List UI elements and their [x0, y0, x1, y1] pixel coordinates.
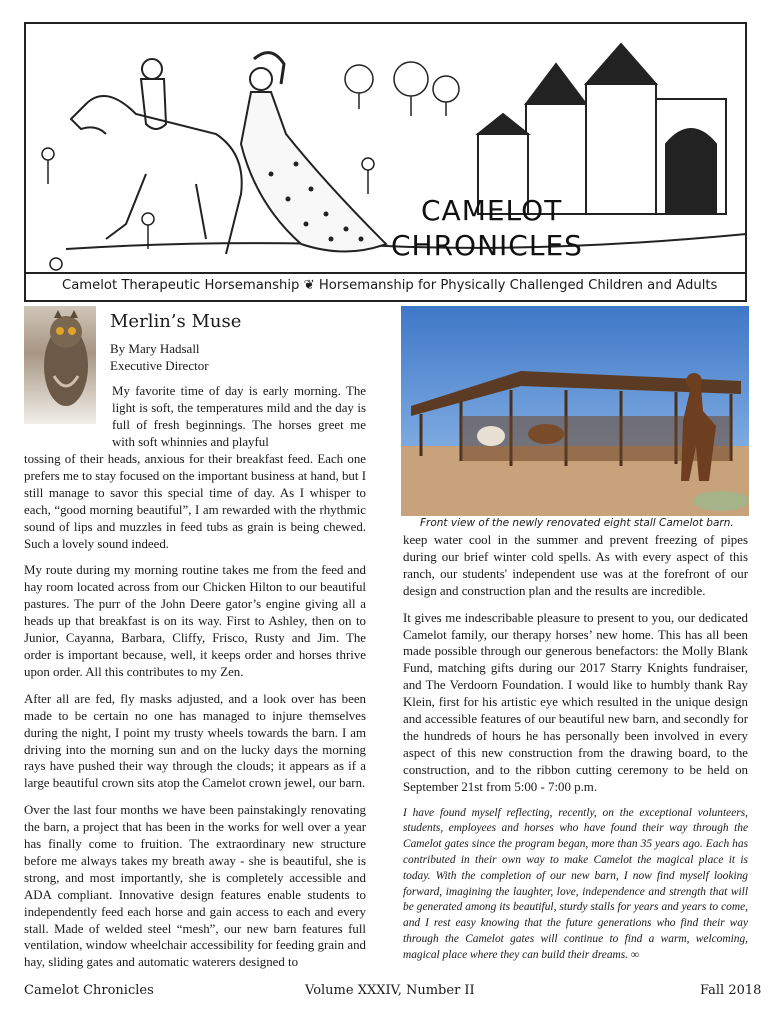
barn-photo — [401, 306, 749, 516]
masthead-title-line2: CHRONICLES — [391, 229, 583, 262]
col2-p2: It gives me indescribable pleasure to present to you, our dedicated Camelot family, our therapy horses’ new home. This has all been made possible through our generous benefactors: the Molly Blank Fund, matching gifts during our 2017 Starry Knights fundraiser, and The Verdoorn Foundation. I would like to humbly thank Ray Klein, first for his artistic eye which resulted in the unique design and accessible features of our beautiful new barn, and secondly for the hundreds of hours he has personally been involved in every aspect of this new construction from the drawing board, to the construction, and to the ribbon cutting ceremony to be held on September 21st from 5:00 - 7:00 p.m. — [403, 610, 748, 794]
column-1 — [24, 451, 366, 981]
author-role: Executive Director — [110, 358, 209, 373]
col1-p3: After all are fed, fly masks adjusted, and a look over has been made to be certain no one has managed to injure themselves during the night, I point my trusty wheels towards the barn. I am driving into the morning sun and on the lucky days the morning rays have pushed their way through the clouds; it appears as if a large beautiful crown sits atop the Camelot crown jewel, our barn. — [24, 691, 366, 791]
masthead-title-line1: CAMELOT — [421, 194, 563, 227]
author-name: By Mary Hadsall — [110, 341, 200, 356]
footer-left: Camelot Chronicles — [24, 983, 154, 998]
col1-p2: My route during my morning routine takes me from the feed and hay room located across from our Chicken Hilton to our beautiful pastures. The purr of the John Deere gator’s engine giving all a heads up that breakfast is on its way. First to Ashley, then on to Junior, Cayanna, Barbara, Cliffy, Frisco, Rusty and Jim. The order is important because, well, it keeps order and horses thrive upon order. All this contributes to my Zen. — [24, 563, 366, 679]
col2-p1: keep water cool in the summer and prevent freezing of pipes during our brief winter cold spells. As with every aspect of this ranch, our students' independent use was at the forefront of our design and construction plan and the results are incredible. — [403, 533, 748, 598]
masthead-illustration — [26, 24, 747, 276]
byline — [110, 340, 209, 374]
article-title: Merlin’s Muse — [110, 311, 242, 332]
footer-right: Fall 2018 — [700, 983, 762, 998]
col2-p3: I have found myself reflecting, recently, on the exceptional volunteers, students, employees and horses who have found their way through the Camelot gates since the program began, more than 35 years ago. Each has contributed in their own way to make Camelot the magical place it is today. With the completion of our new barn, I now find myself looking forward, imagining the laughter, love, independence and strength that will be generated among its beautiful, sturdy stalls for years and years to come, and I rest easy knowing that the future generations who find their way through the Camelot gates will continue to find a warm, welcoming, magical place where they can build their dreams. ∞ — [403, 806, 748, 961]
col1-p1-wrap: My favorite time of day is early morning. The light is soft, the temperatures mild and the day is full of fresh beginnings. The horses greet me with soft whinnies and playful — [112, 384, 366, 449]
col1-p1-rest: tossing of their heads, anxious for their breakfast feed. Each one prefers me to stay focused on the important business at hand, but I still manage to savor this special time of day. As I whisper to each, “good morning beautiful”, I am rewarded with the rhythmic sound of lips and muzzles in feed tubs as grain is being chewed. Such a lovely sound indeed. — [24, 452, 366, 551]
col1-p4: Over the last four months we have been painstakingly renovating the barn, a project that has been in the works for well over a year has finally come to fruition. The extraordinary new structure before me always takes my breath away - she is beautiful, she is strong, and most importantly, she is completely accessible and ADA compliant. Innovative design features enable students to independently feed each horse and gain access to each and every stall. Made of welded steel “mesh”, our new barn features full ventilation, window wheelchair accessibility for feeding grain and hay, sliding gates and automatic waterers designed to — [24, 803, 366, 970]
col1-intro-wrap — [112, 383, 366, 461]
masthead — [24, 22, 747, 302]
owl-photo — [24, 306, 96, 424]
photo-caption: Front view of the newly renovated eight stall Camelot barn. — [420, 517, 734, 529]
footer-center: Volume XXXIV, Number II — [305, 983, 475, 998]
masthead-tagline: Camelot Therapeutic Horsemanship ❦ Horsemanship for Physically Challenged Children and Adults — [26, 272, 745, 300]
column-2 — [403, 532, 748, 974]
